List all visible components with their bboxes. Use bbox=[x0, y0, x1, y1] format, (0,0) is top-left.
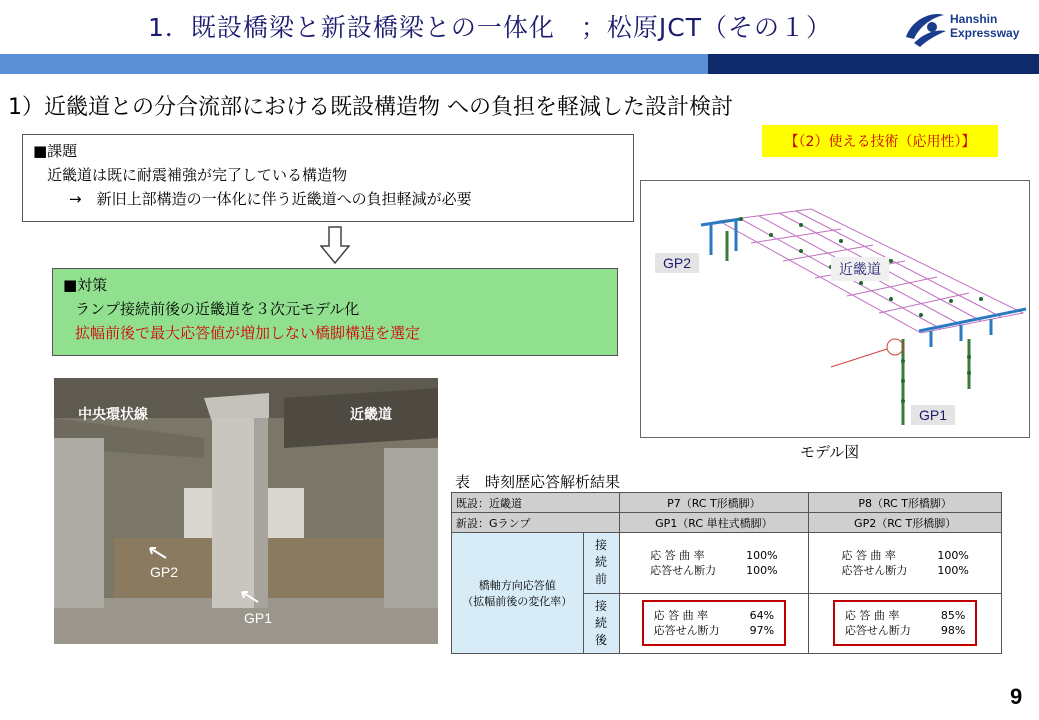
shear-label: 応答せん断力 bbox=[650, 563, 717, 577]
issue-line2: → 新旧上部構造の一体化に伴う近畿道への負担軽減が必要 bbox=[69, 190, 472, 208]
gp2-before-shear: 100% bbox=[937, 563, 969, 577]
table-row bbox=[452, 493, 1002, 513]
gp2-before-curvature: 100% bbox=[937, 548, 969, 562]
countermeasure-box bbox=[52, 268, 618, 356]
logo-line1: Hanshin bbox=[950, 12, 998, 26]
shear-label: 応答せん断力 bbox=[653, 624, 720, 638]
model-label-kinki: 近畿道 bbox=[831, 257, 889, 281]
photo-label-kinki: 近畿道 bbox=[350, 407, 392, 423]
gp1-after-highlight bbox=[642, 600, 786, 646]
row2-gp2: GP2（RC T形橋脚） bbox=[809, 513, 1002, 533]
model-caption: モデル図 bbox=[800, 443, 860, 461]
measure-line2: 拡幅前後で最大応答値が増加しない橋脚構造を選定 bbox=[75, 324, 421, 342]
page-number: 9 bbox=[1010, 684, 1023, 709]
curvature-label: 応 答 曲 率 bbox=[650, 548, 705, 562]
row1-p8: P8（RC T形橋脚） bbox=[809, 493, 1002, 513]
phase-after-char: 後 bbox=[595, 632, 608, 647]
row2-gp1: GP1（RC 単柱式橋脚） bbox=[619, 513, 809, 533]
gp1-after-shear: 97% bbox=[749, 624, 775, 638]
model-label-gp1: GP1 bbox=[911, 405, 955, 425]
issue-title: ■課題 bbox=[33, 142, 78, 160]
gp2-after-highlight bbox=[833, 600, 977, 646]
gp1-after-values bbox=[619, 593, 809, 653]
body-label-1: 橋軸方向応答値 bbox=[478, 579, 556, 593]
gp2-before-values bbox=[809, 533, 1002, 593]
issue-box bbox=[22, 134, 634, 222]
photo-tag-gp1: GP1 bbox=[244, 610, 273, 626]
row1-label: 既設：近畿道 bbox=[452, 493, 620, 513]
photo-tag-gp2: GP2 bbox=[150, 564, 179, 580]
section-heading: 1）近畿道との分合流部における既設構造物 への負担を軽減した設計検討 bbox=[8, 95, 733, 120]
arrow-gp1-icon bbox=[238, 588, 260, 604]
measure-line1: ランプ接続前後の近畿道を３次元モデル化 bbox=[75, 300, 360, 318]
arrow-gp2-icon bbox=[146, 544, 168, 560]
hanshin-logo-mark-icon bbox=[902, 7, 948, 49]
site-photo bbox=[54, 378, 438, 644]
gp1-before-shear: 100% bbox=[746, 563, 778, 577]
body-label bbox=[452, 533, 584, 654]
gp1-before-curvature: 100% bbox=[746, 548, 778, 562]
issue-line1: 近畿道は既に耐震補強が完了している構造物 bbox=[47, 166, 348, 184]
gp1-after-curvature: 64% bbox=[749, 609, 775, 623]
slide-title: 1．既設橋梁と新設橋梁との一体化 ；松原JCT（その１） bbox=[148, 13, 833, 42]
curvature-label: 応 答 曲 率 bbox=[841, 548, 896, 562]
shear-label: 応答せん断力 bbox=[841, 563, 908, 577]
applicability-tag: 【（2）使える技術（応用性）】 bbox=[762, 125, 998, 157]
phase-after bbox=[583, 593, 619, 653]
hanshin-logo bbox=[902, 7, 1038, 49]
phase-before bbox=[583, 533, 619, 593]
phase-before-char: 前 bbox=[595, 572, 608, 587]
gp2-after-shear: 98% bbox=[940, 624, 966, 638]
phase-before-char: 接 bbox=[595, 538, 608, 553]
body-label-2: （拡幅前後の変化率） bbox=[462, 595, 573, 609]
phase-after-char: 続 bbox=[595, 615, 608, 630]
gp2-after-curvature: 85% bbox=[940, 609, 966, 623]
model-figure bbox=[640, 180, 1030, 438]
row1-p7: P7（RC T形橋脚） bbox=[619, 493, 809, 513]
shear-label: 応答せん断力 bbox=[844, 624, 911, 638]
curvature-label: 応 答 曲 率 bbox=[653, 609, 709, 623]
photo-label-chuo: 中央環状線 bbox=[78, 407, 148, 423]
bridge-3d-model-drawing bbox=[641, 181, 1030, 438]
gp1-before-values bbox=[619, 533, 809, 593]
phase-before-char: 続 bbox=[595, 555, 608, 570]
phase-after-char: 接 bbox=[595, 598, 608, 613]
table-row bbox=[452, 533, 1002, 593]
result-table bbox=[451, 492, 1002, 654]
gp2-after-values bbox=[809, 593, 1002, 653]
logo-text bbox=[950, 12, 1019, 40]
row2-label: 新設：Gランプ bbox=[452, 513, 620, 533]
header-bar-dark bbox=[708, 54, 1039, 74]
logo-line2: Expressway bbox=[950, 26, 1020, 40]
table-title: 表 時刻歴応答解析結果 bbox=[455, 473, 621, 491]
down-arrow-icon bbox=[320, 226, 350, 264]
header-bar-light bbox=[0, 54, 708, 74]
model-label-gp2: GP2 bbox=[655, 253, 699, 273]
measure-title: ■対策 bbox=[63, 276, 108, 294]
table-row bbox=[452, 513, 1002, 533]
curvature-label: 応 答 曲 率 bbox=[844, 609, 900, 623]
